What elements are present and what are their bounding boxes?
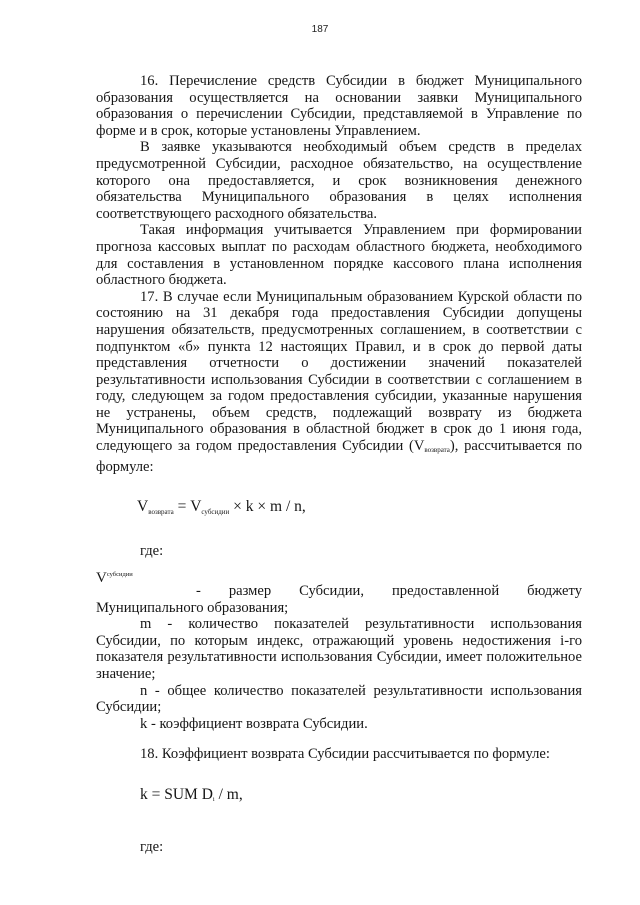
formula-lhs: V xyxy=(137,498,149,516)
formula-eq: = V xyxy=(173,498,202,516)
document-body xyxy=(96,73,582,857)
formula-refund xyxy=(137,499,582,521)
definition-m: m - количество показателей результативности использования Субсидии, по которым индекс, отражающий уровень недостижения i-го показателя результативности использования Субсидии, имеет положительное значение; xyxy=(96,616,582,682)
formula2-rest: / m, xyxy=(214,785,243,803)
definition-v-text: - размер Субсидии, предоставленной бюджету Муниципального образования; xyxy=(96,583,582,616)
paragraph-17-subscript: возврата xyxy=(424,446,450,455)
paragraph-17 xyxy=(96,289,582,476)
formula2-text: k = SUM D xyxy=(140,785,213,803)
v-letter: V xyxy=(96,570,107,587)
formula-rhs-subscript: субсидии xyxy=(201,508,230,517)
v-subscript: субсидии xyxy=(106,571,133,579)
formula2-subscript: i xyxy=(212,795,215,803)
paragraph-18: 18. Коэффициент возврата Субсидии рассчитывается по формуле: xyxy=(140,746,550,763)
definition-k: k - коэффициент возврата Субсидии. xyxy=(140,715,368,732)
where-label: где: xyxy=(140,542,164,559)
where-label-2: где: xyxy=(140,838,164,855)
paragraph-16: 16. Перечисление средств Субсидии в бюджет Муниципального образования осуществляется на основании заявки Муниципального образования о перечислении Субсидии, представляемой в Управление по форме и в срок, которые установлены Управлением. xyxy=(96,73,582,139)
paragraph-application: В заявке указываются необходимый объем средств в пределах предусмотренной Субсидии, расходное обязательство, на осуществление которого она предоставляется, и срок возникновения денежного обязательства Муниципального образования в целях исполнения соответствующего расходного обязательства. xyxy=(96,139,582,222)
paragraph-info: Такая информация учитывается Управлением при формировании прогноза кассовых выплат по расходам областного бюджета, необходимого для составления в установленном порядке кассового плана исполнения областного бюджета. xyxy=(96,222,582,289)
paragraph-17-tail: ), рассчитывается по формуле: xyxy=(96,438,582,475)
formula-coefficient xyxy=(140,787,582,809)
paragraph-17-main: 17. В случае если Муниципальным образованием Курской области по состоянию на 31 декабря года предоставления Субсидии допущены нарушения обязательств, предусмотренных соглашением, в соответствии с подпунктом «б» пункта 12 настоящих Правил, и в срок до первой даты представления отчетности о достижении значений показателей результативности использования Субсидии в соответствии с соглашением в году, следующем за годом предоставления субсидии, указанные нарушения не устранены, объем средств, подлежащий возврату из бюджета Муниципального образования в областной бюджет в срок до 1 июня года, следующего за годом предоставления Субсидии (V xyxy=(96,288,582,455)
formula-rest: × k × m / n, xyxy=(229,498,306,516)
definition-v-description xyxy=(96,583,582,616)
formula-lhs-subscript: возврата xyxy=(148,508,174,517)
definition-n: n - общее количество показателей результативности использования Субсидии; xyxy=(96,682,582,716)
page-number: 187 xyxy=(311,24,329,35)
